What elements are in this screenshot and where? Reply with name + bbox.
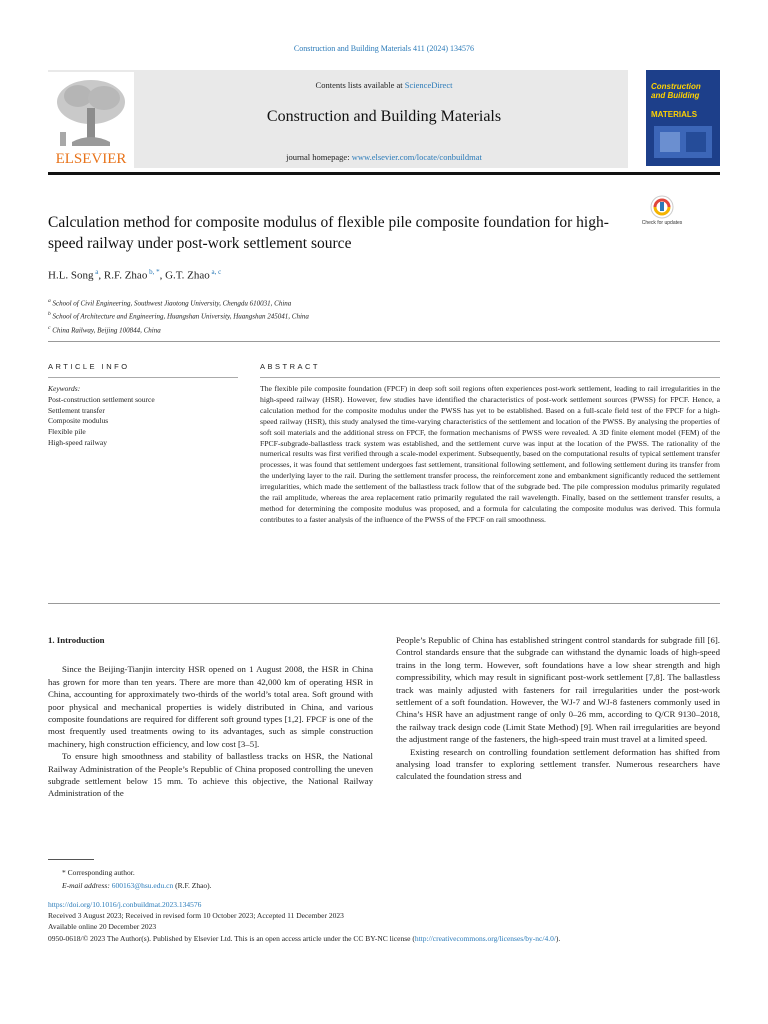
affiliation-item bbox=[48, 323, 309, 336]
affiliation-text: School of Architecture and Engineering, Huangshan University, Huangshan 245041, China bbox=[50, 312, 309, 321]
body-paragraph: To ensure high smoothness and stability of ballastless tracks on HSR, the National Railway Administration of the People’s Republic of China proposed controlling the uneven subgrade settlement below 15 mm. To achieve this objective, the National Railway Administration of the bbox=[48, 751, 373, 799]
license-link[interactable]: http://creativecommons.org/licenses/by-nc/4.0/ bbox=[414, 933, 556, 943]
affiliation-marker: b bbox=[48, 311, 51, 318]
journal-title[interactable]: Construction and Building Materials bbox=[266, 108, 502, 125]
affiliation-item bbox=[48, 296, 309, 309]
footnote bbox=[62, 866, 212, 892]
check-for-updates-button[interactable] bbox=[641, 194, 683, 230]
email-label: E-mail address: bbox=[62, 881, 112, 890]
contents-availability bbox=[140, 80, 628, 90]
body-paragraph: People’s Republic of China has established stringent control standards for subgrade fill [6]. Control standards ensure that the subgrade can withstand the dynamic loads of high-speed trains in the long term. However, soft foundations have a low shear strength and high compressibility, which may result in significant post-work settlement [7,8]. The ballastless track was mainly adjusted with fasteners for rail irregularities under the post-work settlement of a soft foundation. However, the WJ-7 and WJ-8 fasteners commonly used in China’s HSR have an adjustment range of only 0–26 mm, according to Q/CR 9130–2018, the railway track design code (Limit State Method) [9]. When rail irregularities are beyond the adjustment range of the fasteners, the high-speed train must travel at a limited speed. bbox=[396, 635, 720, 745]
body-paragraph: Existing research on controlling foundation settlement deformation has shifted from analysing load transfer to exploring settlement transfer. Numerous researchers have calculated the foundation stress and bbox=[396, 746, 720, 782]
header-rule bbox=[48, 172, 720, 175]
affiliation-text: China Railway, Beijing 100844, China bbox=[50, 325, 161, 334]
publication-info bbox=[48, 899, 720, 944]
available-online: Available online 20 December 2023 bbox=[48, 922, 157, 932]
keyword-item: Settlement transfer bbox=[48, 405, 105, 415]
keywords-label: Keywords: bbox=[48, 384, 81, 393]
keyword-item: Flexible pile bbox=[48, 427, 86, 437]
author-affiliation-marker[interactable]: a, c bbox=[209, 268, 222, 276]
section-heading: 1. Introduction bbox=[48, 635, 105, 645]
affiliations bbox=[48, 296, 309, 336]
author-affiliation-marker[interactable]: a bbox=[93, 268, 99, 276]
body-column-left bbox=[48, 634, 373, 800]
license-line bbox=[48, 933, 720, 944]
contents-prefix: Contents lists available at bbox=[315, 80, 405, 90]
check-updates-icon bbox=[641, 194, 683, 230]
affiliation-marker: a bbox=[48, 298, 51, 304]
received-dates: Received 3 August 2023; Received in revised form 10 October 2023; Accepted 11 December 2023 bbox=[48, 911, 344, 921]
article-info-rule bbox=[48, 377, 238, 378]
license-prefix: 0950-0618/© 2023 The Author(s). Published by Elsevier Ltd. This is an open access article under the CC BY-NC license ( bbox=[48, 933, 415, 943]
author-name[interactable]: , R.F. Zhao bbox=[98, 269, 148, 282]
author-name[interactable]: H.L. Song bbox=[48, 269, 94, 282]
sciencedirect-link[interactable]: ScienceDirect bbox=[404, 80, 453, 90]
keyword-item: High-speed railway bbox=[48, 437, 107, 447]
author-affiliation-marker[interactable]: b, * bbox=[147, 268, 160, 276]
keyword-item: Post-construction settlement source bbox=[48, 394, 155, 404]
body-paragraph: Since the Beijing-Tianjin intercity HSR opened on 1 August 2008, the HSR in China has grown for more than ten years. There are more than 42,000 km of operating HSR in China, accounting for approximately two-thirds of the world’s total area. Soft ground with poor physical and mechanical properties is widely distributed in China, and various composite foundations are required for different soft ground types [1,2]. FPCF is one of the most frequently used treatments owing to its advantages, such as simple construction machinery, high construction efficiency, and low cost [3–5]. bbox=[48, 664, 373, 749]
author-list bbox=[48, 268, 221, 282]
keywords-block bbox=[48, 384, 238, 449]
journal-homepage bbox=[140, 152, 628, 162]
corresponding-author-note: * Corresponding author. bbox=[62, 868, 135, 877]
doi-link[interactable]: https://doi.org/10.1016/j.conbuildmat.2023.134576 bbox=[48, 900, 202, 909]
abstract-rule bbox=[260, 377, 720, 378]
author-name[interactable]: , G.T. Zhao bbox=[159, 269, 210, 282]
journal-reference[interactable]: Construction and Building Materials 411 (2024) 134576 bbox=[293, 44, 475, 53]
abstract-text: The flexible pile composite foundation (FPCF) in deep soft soil regions often experiences post-work settlement, leading to rail irregularities in the high-speed railway (HSR). However, few studies have identified the characteristics of post-work settlement sources (PWSS) for FPCF. Hence, a calculation method for the composite modulus under the PWSS has yet to be established. Based on a full-scale field test of the FPCF for a high-speed railway (HSR), this study analysed the time-varying characteristics of the settlement and location of the PWSS. By analysing the properties of soft soil materials and the additional stress on FPCF, the formation mechanisms of PWSS were revealed. A 3D finite element model (FEM) of the FPCF-subgrade-ballastless track system was established, and the settlement curve was input at the location of the PWSS. The rationality of the numerical results was first verified through a scale-model experiment. Subsequently, based on the computational results of typical settlement transfer processes, it was found that settlement undergoes fast settlement, transitional following settlement, and following settlement during its transfer from the underlying layer to the rail. During the settlement transfer process, the reinforcement zone and embankment significantly reduced the settlement irregularities, which made the settlement of the ballastless track follow that of the subgrade bed. The pile compression modulus primarily regulated the rail amplitude, whereas the area replacement ratio primarily regulated the rail wavelength. Finally, based on the settlement transfer results, a method for determining the composite modulus was proposed, and a formula for calculating the composite modulus was derived. This formula contributes to a faster analysis of the influence of the PWSS of the FPCF on rail smoothness. bbox=[260, 384, 720, 524]
homepage-prefix: journal homepage: bbox=[286, 152, 352, 162]
check-updates-label: Check for updates bbox=[641, 220, 683, 226]
affiliation-item bbox=[48, 309, 309, 322]
cover-art-icon bbox=[646, 70, 720, 166]
abstract-heading: ABSTRACT bbox=[260, 362, 321, 371]
homepage-link[interactable]: www.elsevier.com/locate/conbuildmat bbox=[351, 152, 482, 162]
keyword-item: Composite modulus bbox=[48, 416, 109, 426]
abstract-bottom-rule bbox=[48, 603, 720, 604]
footnote-rule bbox=[48, 859, 94, 860]
elsevier-tree-icon bbox=[48, 72, 134, 168]
article-title: Calculation method for composite modulus of flexible pile composite foundation for high-speed railway under post-work settlement source bbox=[48, 214, 609, 252]
journal-cover[interactable] bbox=[646, 70, 720, 166]
affiliation-text: School of Civil Engineering, Southwest Jiaotong University, Chengdu 610031, China bbox=[50, 299, 292, 308]
license-suffix: ). bbox=[555, 933, 561, 943]
elsevier-logo[interactable] bbox=[48, 72, 134, 168]
affiliation-marker: c bbox=[48, 324, 51, 331]
cover-materials: MATERIALS bbox=[651, 110, 698, 119]
body-column-right bbox=[396, 634, 720, 783]
email-suffix: (R.F. Zhao). bbox=[173, 881, 212, 890]
elsevier-wordmark: ELSEVIER bbox=[55, 151, 127, 167]
section-divider bbox=[48, 341, 720, 342]
article-info-heading: ARTICLE INFO bbox=[48, 362, 130, 371]
email-link[interactable]: 600163@hsu.edu.cn bbox=[111, 881, 174, 890]
email-line bbox=[62, 879, 212, 892]
cover-title: Construction and Building bbox=[651, 82, 701, 100]
